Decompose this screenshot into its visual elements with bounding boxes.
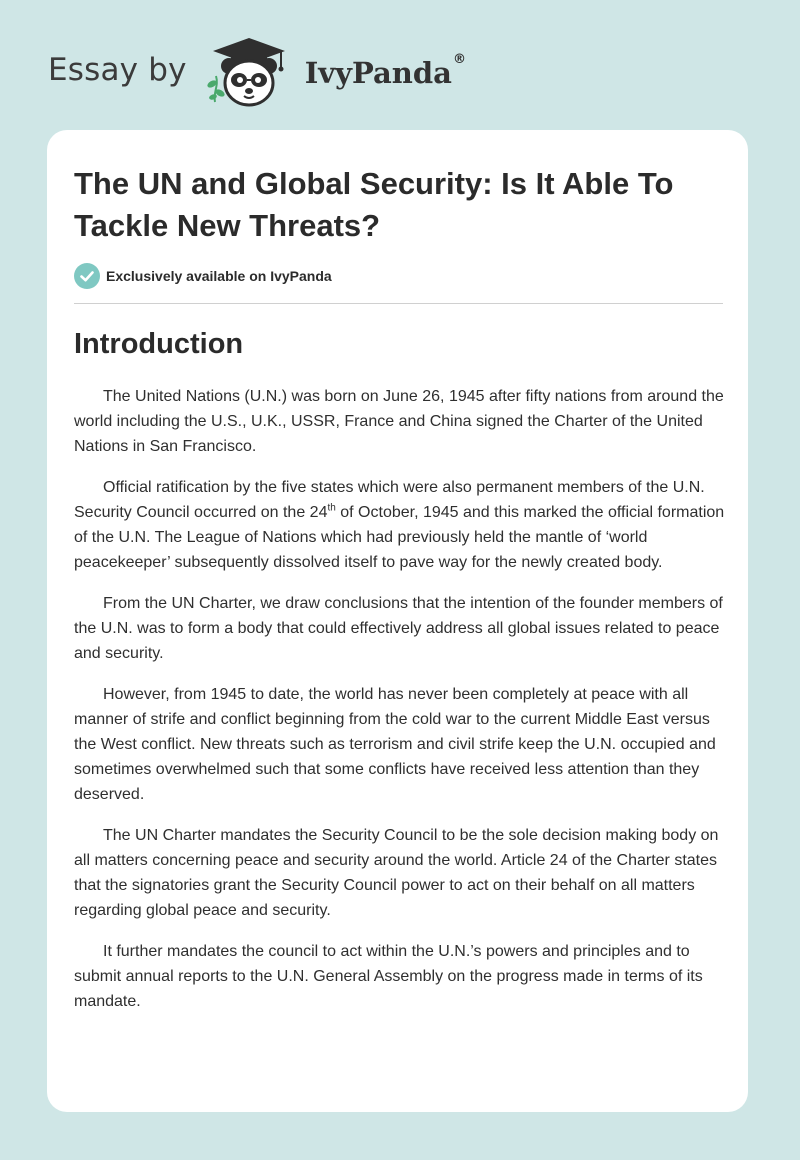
paragraph: The United Nations (U.N.) was born on June 26, 1945 after fifty nations from around the world including the U.S., U.K., USSR, France and China signed the Charter of the United Nations in San Francisco. [74, 388, 724, 455]
divider [74, 303, 723, 304]
exclusive-label: Exclusively available on IvyPanda [106, 268, 332, 284]
brand-name: IvyPanda® [304, 52, 466, 90]
essay-card [47, 130, 748, 1112]
paragraph: From the UN Charter, we draw conclusions that the intention of the founder members of the U.N. was to form a body that could effectively address all global issues related to peace and security. [74, 595, 723, 662]
paragraph: The UN Charter mandates the Security Council to be the sole decision making body on all matters concerning peace and security around the world. Article 24 of the Charter states that the signatories grant the Security Council power to act on their behalf on all matters regarding global peace and security. [74, 827, 719, 919]
section-heading: Introduction [74, 328, 244, 360]
ordinal-suffix: th [327, 502, 336, 514]
registered-mark: ® [452, 52, 466, 67]
paragraph [74, 475, 725, 575]
essay-body [74, 384, 725, 1030]
brand-header[interactable] [48, 36, 466, 108]
paragraph-text: of October, 1945 and this marked the official formation of the U.N. The League of Nations which had previously held the mantle of ‘world peacekeeper’ subsequently dissolved itself to pave way for the newly created body. [74, 504, 725, 571]
essay-title: The UN and Global Security: Is It Able To Tackle New Threats? [74, 166, 674, 243]
check-circle-icon [74, 263, 100, 289]
paragraph: However, from 1945 to date, the world has never been completely at peace with all manner of strife and conflict beginning from the cold war to the current Middle East versus the West conflict. New threats such as terrorism and civil strife keep the U.N. occupied and sometimes overwhelmed such that some conflicts have received less attention than they deserved. [74, 686, 716, 803]
panda-graduate-logo-icon [201, 36, 301, 108]
paragraph: It further mandates the council to act within the U.N.’s powers and principles and to submit annual reports to the U.N. General Assembly on the progress made in terms of its mandate. [74, 943, 703, 1010]
brand-prefix: Essay by [48, 52, 187, 88]
exclusive-badge [74, 263, 332, 289]
paragraph-text: Official ratification by the five states which were also permanent members of the U.N. Security Council occurred on the 24 [74, 479, 705, 521]
